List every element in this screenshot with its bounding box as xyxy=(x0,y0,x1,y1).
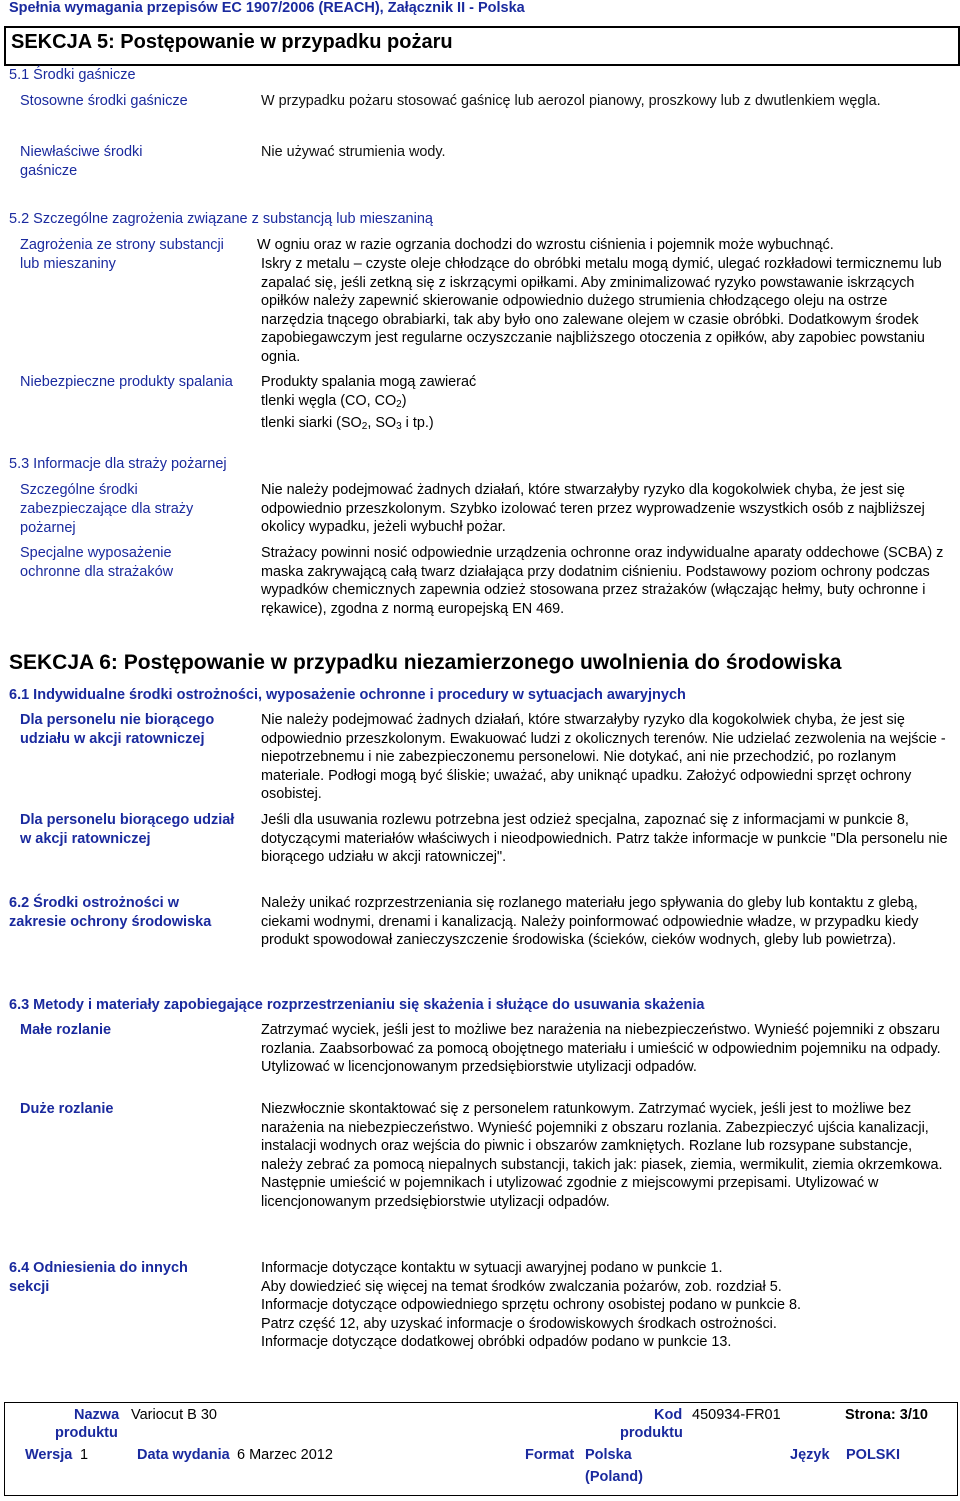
language-label: Język xyxy=(790,1447,830,1463)
firefighter-equipment-text: Strażacy powinni nosić odpowiednie urządzenia ochronne oraz indywidualne aparaty oddechowe (SCBA) z maska zakrywającą całą twarz działająca przy dodatnim ciśnieniu. Podstawowy poziom ochrony podczas wypadków chemicznych zapewnia odzież stosowana przez strażaków (włączając hełmy, buty ochronne i rękawice), zgodna z normą europejską EN 469. xyxy=(261,545,944,617)
large-spill-label: Duże rozlanie xyxy=(20,1101,114,1117)
product-code-label: Kod xyxy=(654,1407,683,1423)
combustion-line-1: Produkty spalania mogą zawierać xyxy=(261,374,477,390)
format-value-2: (Poland) xyxy=(585,1469,643,1485)
references-text xyxy=(261,1259,953,1352)
section-5-title: SEKCJA 5: Postępowanie w przypadku pożaru xyxy=(11,31,453,53)
product-name-label: Nazwa xyxy=(74,1407,120,1423)
reference-line: Patrz część 12, aby uzyskać informacje o środowiskowych środkach ostrożności. xyxy=(261,1315,777,1332)
reference-line: Informacje dotyczące kontaktu w sytuacji awaryjnej podano w punkcie 1. xyxy=(261,1260,723,1276)
subsection-5-3-title: 5.3 Informacje dla straży pożarnej xyxy=(9,456,227,472)
firefighter-equipment-label: Specjalne wyposażenie ochronne dla strażaków xyxy=(20,545,174,580)
combustion-line-3: tlenki siarki ($SO_2$, $SO_3$ i tp.) xyxy=(261,415,434,432)
non-emergency-personnel-label: Dla personelu nie biorącego udziału w akcji ratowniczej xyxy=(20,712,215,747)
language-value: POLSKI xyxy=(846,1447,900,1463)
non-emergency-personnel-text: Nie należy podejmować żadnych działań, które stwarzałyby ryzyko dla kogokolwiek chyba, że jest się odpowiednio przeszkolonym. Ewakuować ludzi z okolicznych terenów. Nie udzielać zezwolenia na wejście - niepotrzebnemu i nie zabezpieczonemu personelowi. Nie dotykać, ani nie przechodzić, po rozlanym materiale. Podłogi mogą być śliskie; uważać, aby uniknąć upadku. Założyć odpowiedni sprzęt ochrony osobistej. xyxy=(261,712,946,802)
small-spill-text: Zatrzymać wyciek, jeśli jest to możliwe bez narażenia na niebezpieczeństwo. Wynieść pojemniki z obszaru rozlania. Zaabsorbować za pomocą obojętnego materiału i umieścić w odpowiednim pojemniku na odpady. Utylizować w licencjonowanym przedsiębiorstwie utylizacji odpadów. xyxy=(261,1022,941,1075)
reference-line: Informacje dotyczące dodatkowej obróbki odpadów podano w punkcie 13. xyxy=(261,1334,732,1350)
version-value: 1 xyxy=(80,1447,89,1463)
subsection-6-4-title: 6.4 Odniesienia do innych sekcji xyxy=(9,1260,188,1295)
environmental-precautions-text: Należy unikać rozprzestrzeniania się rozlanego materiału jego spływania do gleby lub kontaktu z glebą, ciekami wodnymi, drenami i kanalizacją. Należy poinformować odpowiednie władze, w przypadku kiedy produkt spowodował zanieczyszczenie środowiska (ścieków, cieków wodnych, gleby lub powietrza). xyxy=(261,895,919,948)
small-spill-label: Małe rozlanie xyxy=(20,1022,112,1038)
hazards-text-1: W ogniu oraz w razie ogrzania dochodzi do wzrostu ciśnienia i pojemnik może wybuchnąć. xyxy=(257,237,834,253)
reference-line: Informacje dotyczące odpowiedniego sprzętu ochrony osobistej podano w punkcie 8. xyxy=(261,1297,801,1313)
subsection-6-2-title: 6.2 Środki ostrożności w zakresie ochrony środowiska xyxy=(9,895,212,930)
hazards-text-2: Iskry z metalu – czyste oleje chłodzące do obróbki metalu mogą dymić, ulegać rozkładowi termicznemu lub zapalać się, jeśli zetkną się z iskrzącymi opiłkami. Aby zminimalizować ryzyko powstawanie iskrzących opiłków należy zapewnić skierowanie odpowiednio dużego strumienia chłodzącego oleju na ostrze narzędzia tnącego obrabiarki, tak aby było ono zalewane olejem w czasie obróbki. Dodatkowym środek zapobiegawczym jest regularne oczyszczanie najbliższego otoczenia z opiłków, aby zapobiec powstaniu ognia. xyxy=(261,256,942,365)
hazards-label: Zagrożenia ze strony substancji lub mieszaniny xyxy=(20,237,224,272)
page-number: Strona: 3/10 xyxy=(845,1407,928,1423)
emergency-responders-text: Jeśli dla usuwania rozlewu potrzebna jest odzież specjalna, zapoznać się z informacjami w punkcie 8, dotyczącymi materiałów właściwych i nieodpowiednich. Patrz także informacje w punkcie "Dla personelu nie biorącego udziału w akcji ratowniczej". xyxy=(261,812,948,865)
issue-date-label: Data wydania xyxy=(137,1447,230,1463)
format-value: Polska xyxy=(585,1447,632,1463)
firefighter-precautions-text: Nie należy podejmować żadnych działań, które stwarzałyby ryzyko dla kogokolwiek chyba, że jest się odpowiednio przeszkolonym. Szybko izolować teren przez wyprowadzenie wszystkich osób z najbliższej okolicy wypadku, jeżeli wybuchł pożar. xyxy=(261,482,925,535)
product-code-label-2: produktu xyxy=(620,1425,683,1441)
version-label: Wersja xyxy=(25,1447,73,1463)
large-spill-text: Niezwłocznie skontaktować się z personelem ratunkowym. Zatrzymać wyciek, jeśli jest to możliwe bez narażenia na niebezpieczeństwo. Wynieść pojemniki z obszaru rozlania. Zabezpieczyć ujścia kanalizacji, instalacji wodnych oraz wejścia do piwnic i obszarów zamkniętych. Rozlane lub rozsypane substancje, należy zebrać za pomocą niepalnych substancji, takich jak: piasek, ziemia, wermikulit, ziemia okrzemkowa. Następnie umieścić w pojemnikach i utylizować zgodnie z miejscowymi przepisami. Utylizować w licencjonowanym przedsiębiorstwie utylizacji odpadów. xyxy=(261,1101,943,1210)
product-name-label-2: produktu xyxy=(55,1425,118,1441)
unsuitable-media-text: Nie używać strumienia wody. xyxy=(261,144,446,160)
suitable-media-label: Stosowne środki gaśnicze xyxy=(20,93,188,109)
suitable-media-text: W przypadku pożaru stosować gaśnicę lub aerozol pianowy, proszkowy lub z dwutlenkiem węgla. xyxy=(261,93,881,109)
format-label: Format xyxy=(525,1447,575,1463)
emergency-responders-label: Dla personelu biorącego udział w akcji ratowniczej xyxy=(20,812,235,847)
combustion-products-text xyxy=(261,373,661,437)
reference-line: Aby dowiedzieć się więcej na temat środków zwalczania pożarów, zob. rozdział 5. xyxy=(261,1278,782,1295)
subsection-5-1-title: 5.1 Środki gaśnicze xyxy=(9,67,136,83)
subsection-5-2-title: 5.2 Szczególne zagrożenia związane z substancją lub mieszaniną xyxy=(9,211,433,227)
unsuitable-media-label: Niewłaściwe środki gaśnicze xyxy=(20,144,143,179)
issue-date-value: 6 Marzec 2012 xyxy=(237,1447,333,1463)
product-name-value: Variocut B 30 xyxy=(131,1407,217,1423)
compliance-header: Spełnia wymagania przepisów EC 1907/2006 (REACH), Załącznik II - Polska xyxy=(9,0,525,16)
combustion-products-label: Niebezpieczne produkty spalania xyxy=(20,374,233,390)
subsection-6-3-title: 6.3 Metody i materiały zapobiegające rozprzestrzenianiu się skażenia i służące do usuwania skażenia xyxy=(9,997,705,1013)
combustion-line-2: tlenki węgla (CO, $CO_2$) xyxy=(261,392,407,410)
product-code-value: 450934-FR01 xyxy=(692,1407,781,1423)
section-6-title: SEKCJA 6: Postępowanie w przypadku niezamierzonego uwolnienia do środowiska xyxy=(9,651,842,674)
firefighter-precautions-label: Szczególne środki zabezpieczające dla straży pożarnej xyxy=(20,482,194,536)
subsection-6-1-title: 6.1 Indywidualne środki ostrożności, wyposażenie ochronne i procedury w sytuacjach awaryjnych xyxy=(9,687,686,703)
